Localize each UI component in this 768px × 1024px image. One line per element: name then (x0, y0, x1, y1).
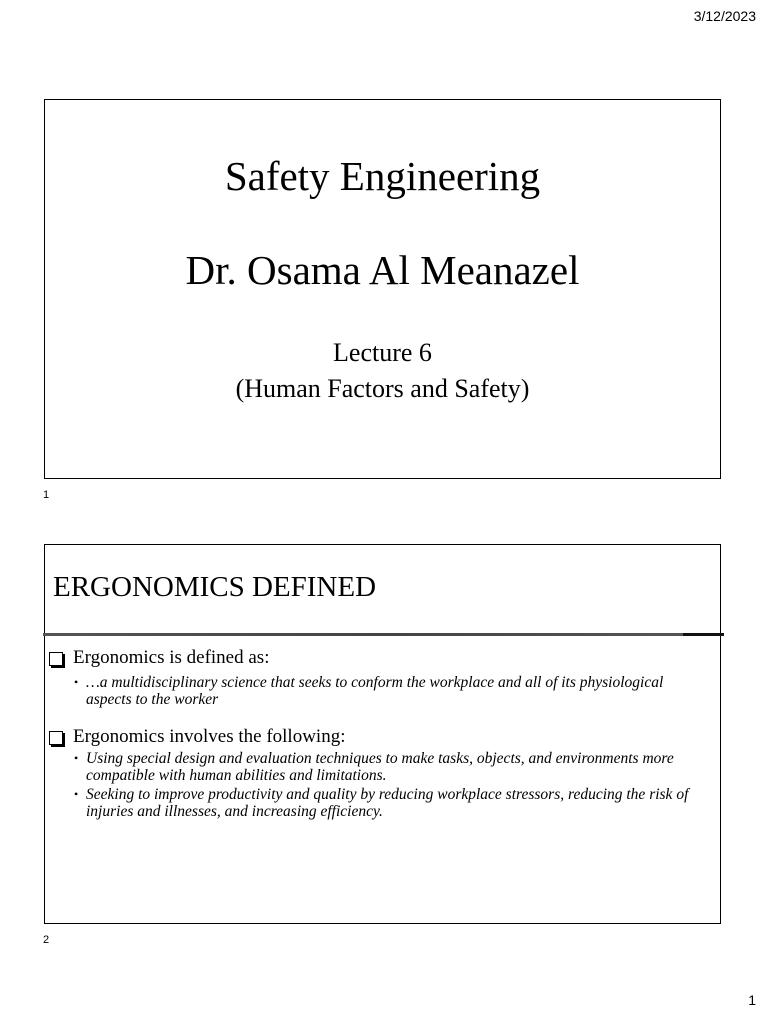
bullet-text: Ergonomics involves the following: (73, 726, 346, 747)
bullet-text: Ergonomics is defined as: (73, 647, 270, 668)
slide-2-number: 2 (43, 934, 50, 946)
handout-date: 3/12/2023 (693, 8, 756, 24)
slide-heading: ERGONOMICS DEFINED (53, 571, 377, 603)
sub-bullet-item (74, 786, 710, 820)
checkbox-bullet-icon (49, 652, 63, 666)
slide-2-frame (44, 544, 721, 924)
sub-bullet-item (74, 750, 710, 784)
slide-body (49, 647, 710, 820)
lecture-number: Lecture 6 (333, 338, 432, 367)
slide-1-frame (44, 99, 721, 479)
lecture-topic: (Human Factors and Safety) (235, 374, 530, 403)
slide-1-number: 1 (43, 489, 50, 501)
sub-bullet-item (74, 674, 710, 708)
page-number: 1 (748, 992, 756, 1008)
bullet-group (49, 726, 710, 820)
sub-bullet-text: …a multidisciplinary science that seeks to conform the workplace and all of its physiological aspects to the worker (86, 674, 664, 708)
bullet-item (49, 647, 710, 669)
dot-bullet-icon: • (74, 787, 79, 801)
checkbox-bullet-icon (49, 731, 63, 745)
dot-bullet-icon: • (74, 675, 79, 689)
bullet-item (49, 726, 710, 748)
sub-bullet-text: Using special design and evaluation techniques to make tasks, objects, and environments more compatible with human abilities and limitations. (86, 750, 674, 784)
bullet-group (49, 647, 710, 708)
heading-divider (43, 633, 724, 636)
dot-bullet-icon: • (74, 751, 79, 765)
slide-author: Dr. Osama Al Meanazel (185, 247, 580, 293)
slide-title: Safety Engineering (224, 153, 541, 199)
sub-bullet-text: Seeking to improve productivity and quality by reducing workplace stressors, reducing the risk of injuries and illnesses, and increasing efficiency. (86, 786, 689, 820)
